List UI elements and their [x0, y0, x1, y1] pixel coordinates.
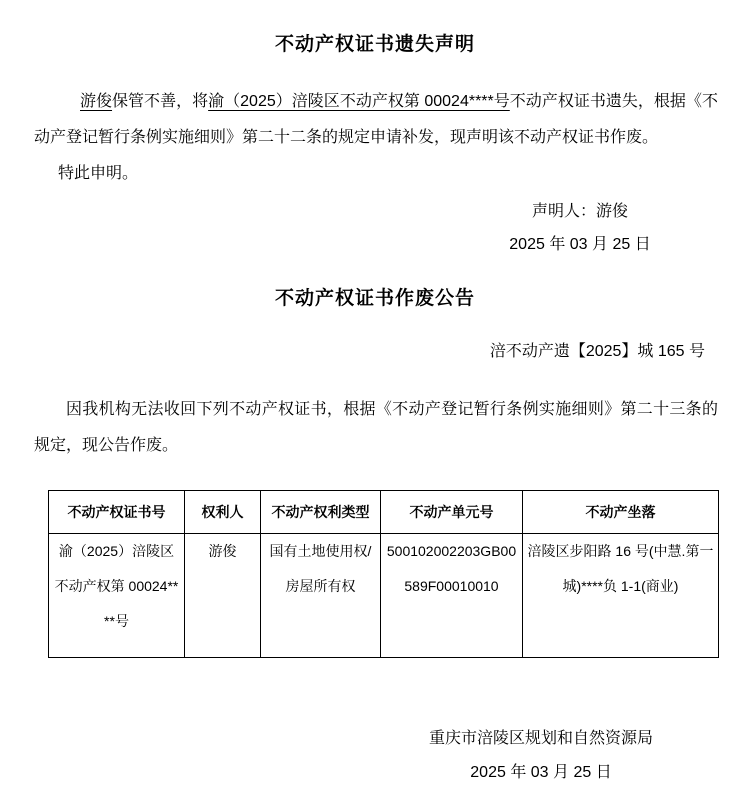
holder-name: 游俊 — [80, 93, 113, 110]
declaration-signature-block — [410, 195, 750, 261]
cell-rights-holder: 游俊 — [185, 534, 261, 658]
announcement-paragraph: 因我机构无法收回下列不动产权证书，根据《不动产登记暂行条例实施细则》第二十三条的规定，现公告作废。 — [34, 401, 718, 454]
header-certificate-no: 不动产权证书号 — [49, 491, 185, 534]
declaration-closing: 特此申明。 — [58, 165, 139, 182]
cell-certificate-no: 渝（2025）涪陵区不动产权第 00024****号 — [49, 534, 185, 658]
declaration-text-1: 保管不善，将 — [112, 93, 209, 110]
certificate-number: 渝（2025）涪陵区不动产权第 00024****号 — [208, 93, 510, 110]
header-unit-number: 不动产单元号 — [381, 491, 523, 534]
cell-unit-number: 500102002203GB00589F00010010 — [381, 534, 523, 658]
announcement-title: 不动产权证书作废公告 — [274, 288, 475, 309]
issuer-name: 重庆市涪陵区规划和自然资源局 — [428, 730, 653, 747]
announcement-date: 2025 年 03 月 25 日 — [470, 764, 612, 781]
header-rights-holder: 权利人 — [185, 491, 261, 534]
header-rights-type: 不动产权利类型 — [261, 491, 381, 534]
table-row — [49, 534, 719, 658]
declaration-text-2: 不动产权证书遗失，根据《不动产登记暂行条例实施细则》第二十二条的规定申请补发，现声明该不动产权证书作废。 — [34, 93, 718, 146]
header-location: 不动产坐落 — [523, 491, 719, 534]
table-header-row — [49, 491, 719, 534]
cell-rights-type: 国有土地使用权/房屋所有权 — [261, 534, 381, 658]
declarant-line: 声明人：游俊 — [531, 203, 628, 220]
declaration-paragraph — [34, 84, 718, 156]
announcement-signature-block — [332, 722, 750, 790]
cell-location: 涪陵区步阳路 16 号(中慧.第一城)****负 1-1(商业) — [523, 534, 719, 658]
declaration-date: 2025 年 03 月 25 日 — [509, 236, 651, 253]
certificates-table — [48, 490, 719, 658]
declaration-title: 不动产权证书遗失声明 — [274, 34, 475, 55]
announcement-ref-number: 涪不动产遗【2025】城 165 号 — [489, 343, 705, 360]
